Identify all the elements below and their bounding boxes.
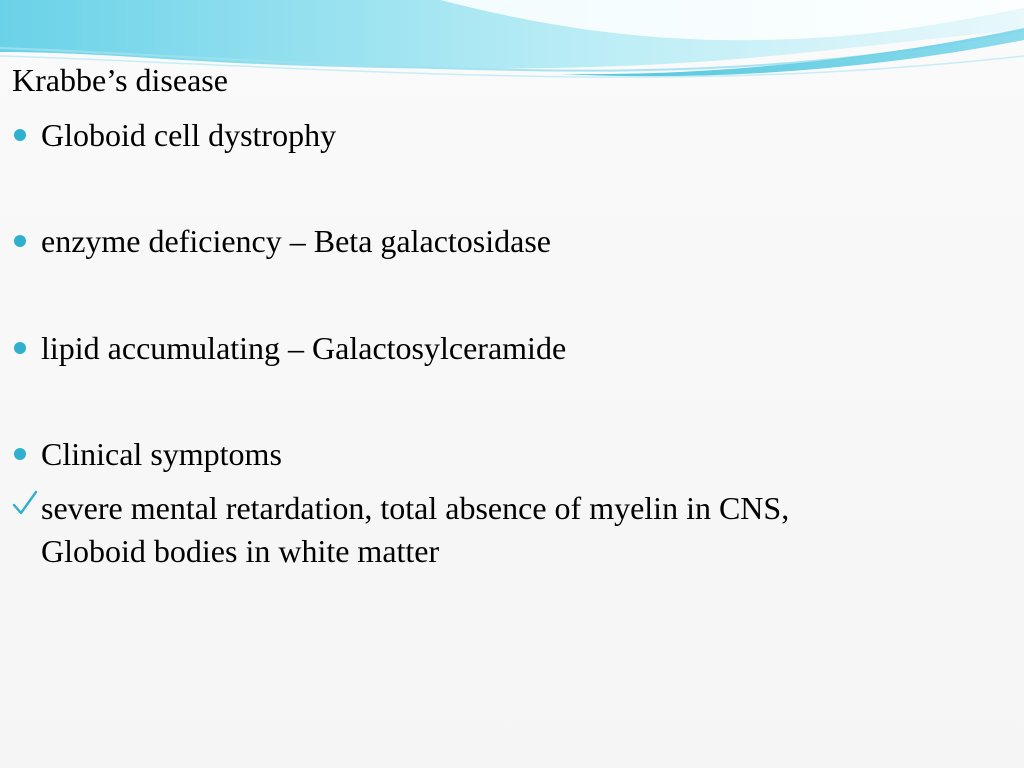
checked-item	[12, 487, 789, 573]
bullet-item	[12, 433, 282, 476]
bullet-dot-icon	[14, 342, 26, 354]
bullet-item	[12, 114, 336, 157]
bullet-dot-icon	[14, 235, 26, 247]
bullet-text: Globoid cell dystrophy	[41, 117, 337, 153]
checkmark-icon	[12, 489, 38, 517]
bullet-item	[12, 327, 566, 370]
bullet-text: lipid accumulating – Galactosylceramide	[41, 330, 567, 366]
bullet-item	[12, 220, 551, 263]
bullet-dot-icon	[14, 129, 26, 141]
bullet-text: Clinical symptoms	[41, 436, 282, 472]
checked-item-line1: severe mental retardation, total absence of myelin in CNS,	[41, 490, 790, 526]
checked-item-line2: Globoid bodies in white matter	[41, 533, 440, 569]
slide-title: Krabbe’s disease	[12, 62, 228, 98]
bullet-dot-icon	[14, 448, 26, 460]
bullet-text: enzyme deficiency – Beta galactosidase	[41, 223, 551, 259]
